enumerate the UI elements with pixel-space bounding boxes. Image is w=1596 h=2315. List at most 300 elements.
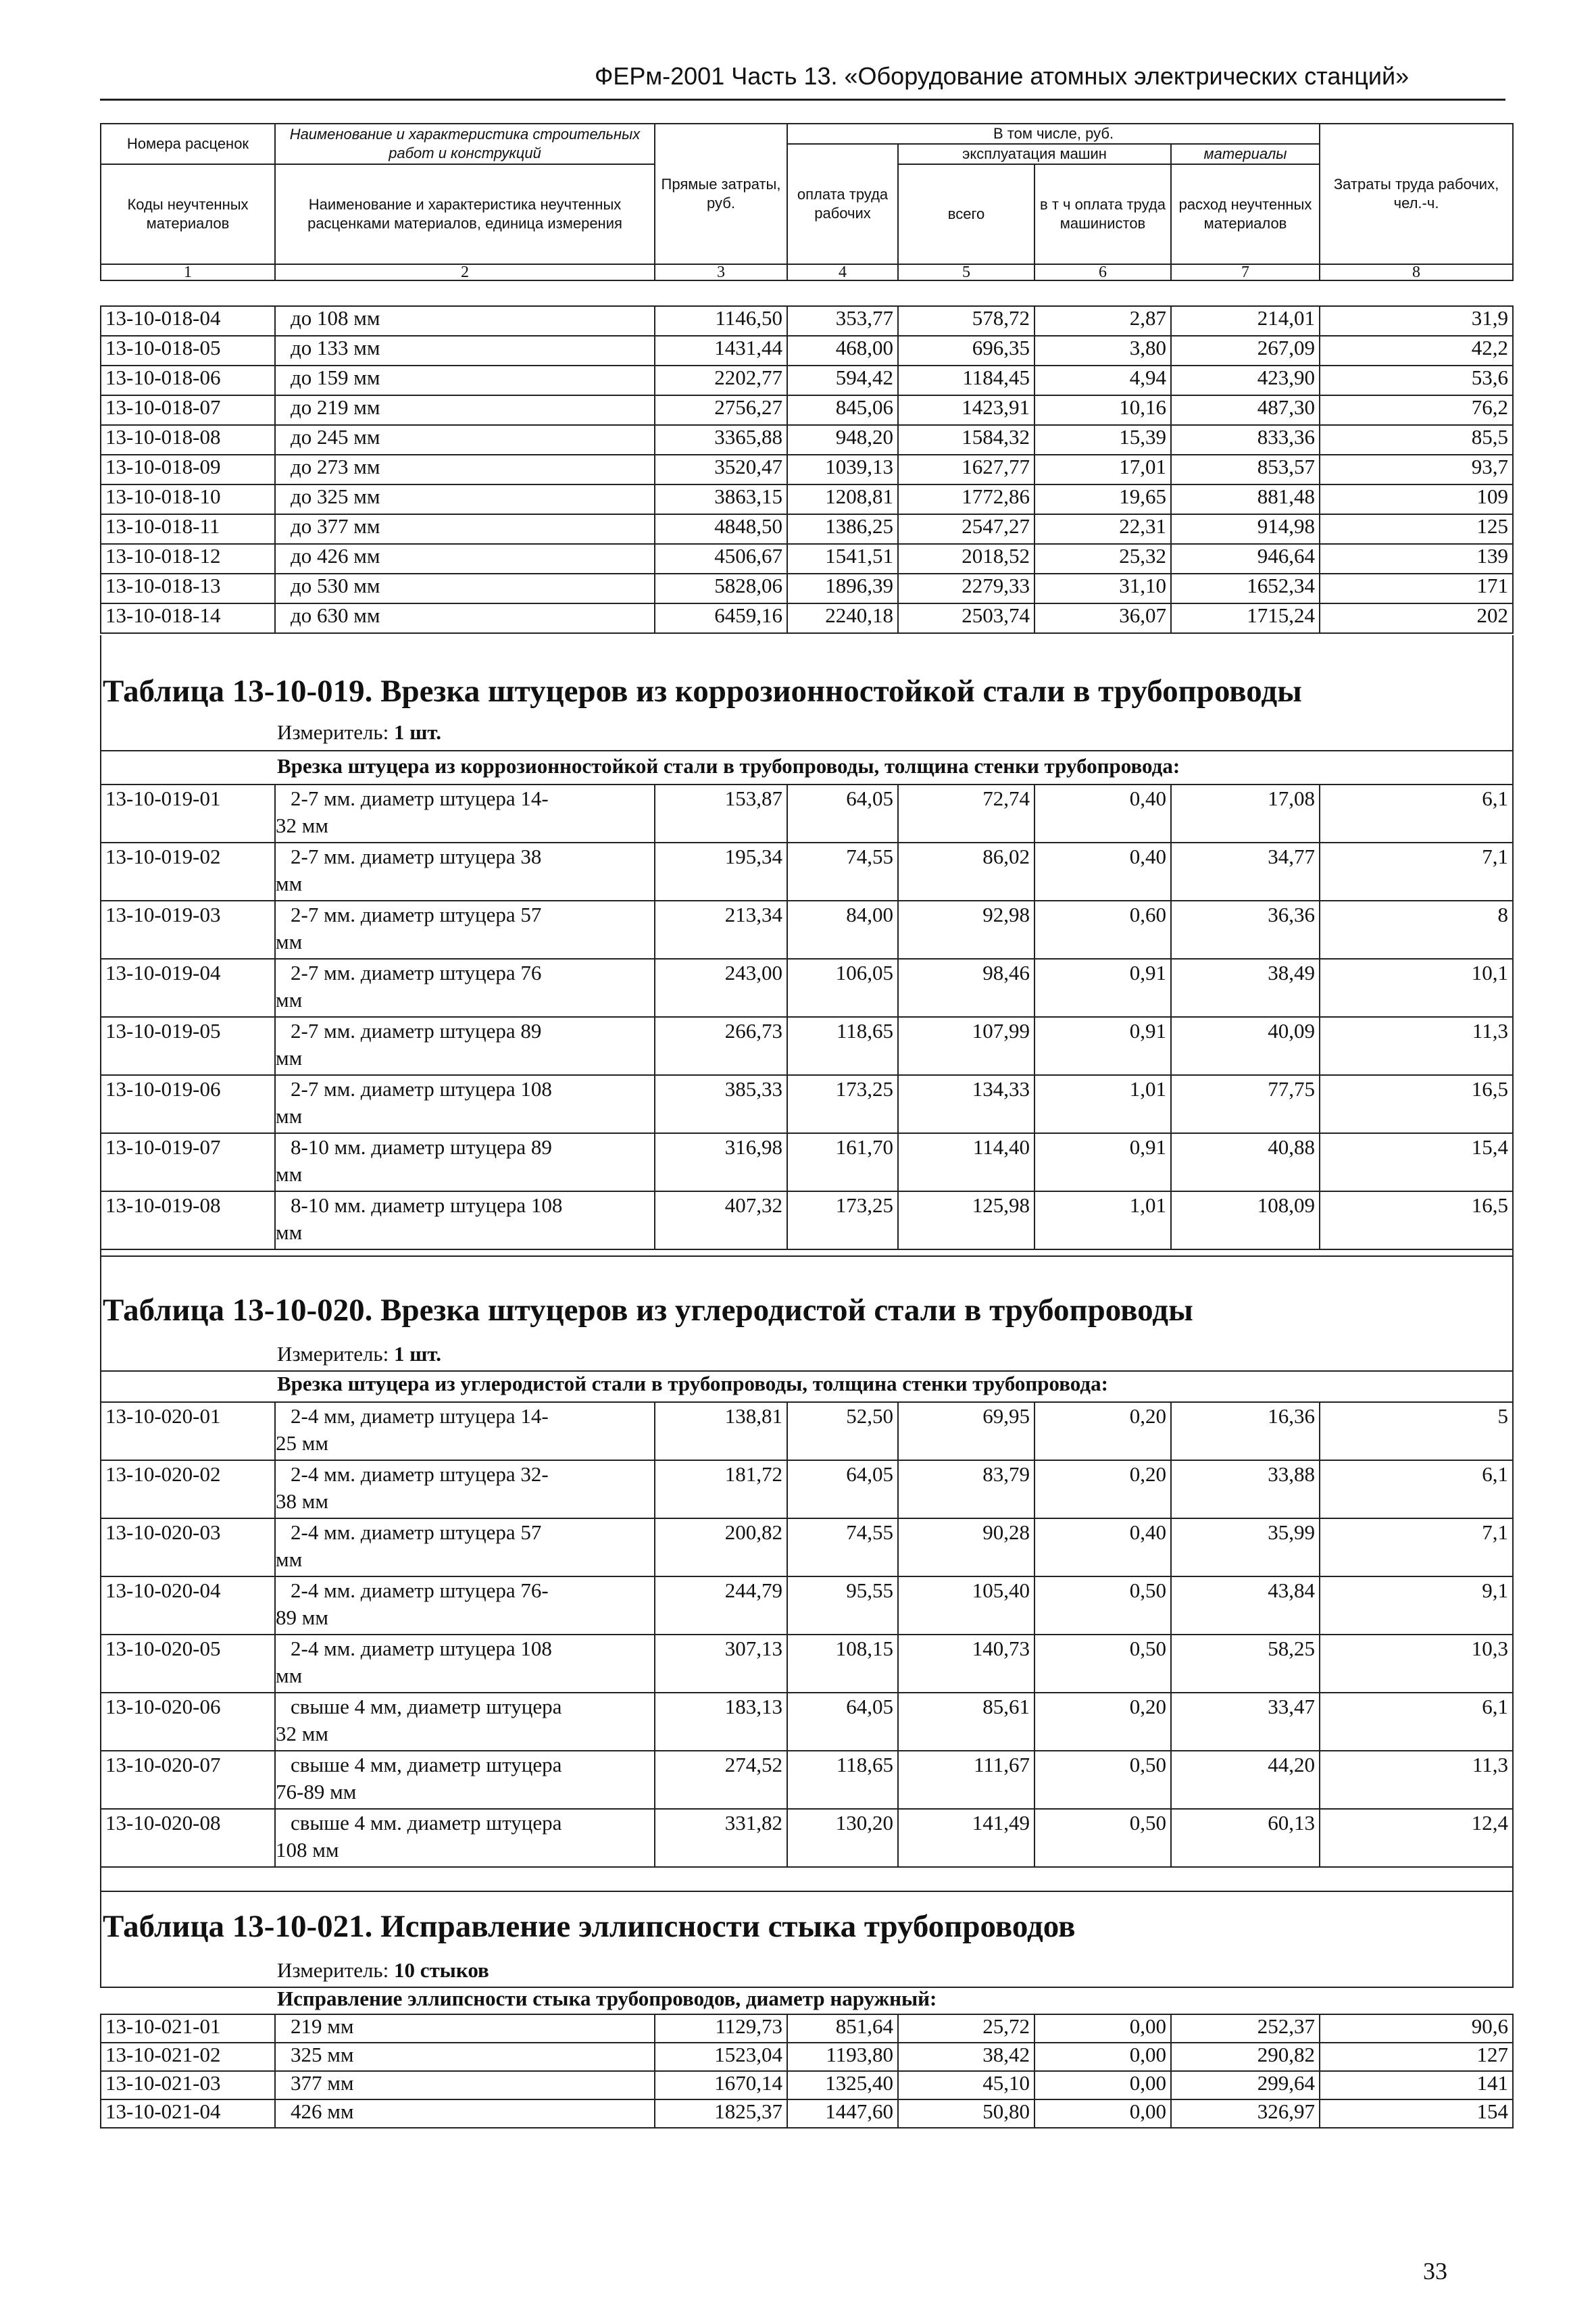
labor-hours: 10,3 [1320, 1635, 1513, 1693]
description-line: 25 мм [276, 1431, 328, 1455]
description-line: 2-7 мм. диаметр штуцера 76 [291, 961, 542, 985]
materials: 299,64 [1171, 2071, 1320, 2099]
description-line: 2-4 мм, диаметр штуцера 14- [291, 1404, 549, 1428]
labor-hours: 31,9 [1320, 306, 1513, 336]
work-description: 377 мм [275, 2071, 655, 2099]
operator-wages: 0,50 [1034, 1809, 1171, 1867]
materials: 40,88 [1171, 1133, 1320, 1191]
table-row [101, 1075, 1513, 1133]
rate-code: 13-10-021-03 [101, 2071, 275, 2099]
header-codes: Коды неучтенных материалов [101, 164, 275, 264]
operator-wages: 10,16 [1034, 395, 1171, 425]
labor-hours: 141 [1320, 2071, 1513, 2099]
direct-costs: 1129,73 [655, 2014, 787, 2043]
header-numbers: Номера расценок [101, 124, 275, 164]
rate-code: 13-10-019-04 [101, 959, 275, 1017]
materials: 881,48 [1171, 484, 1320, 514]
direct-costs: 138,81 [655, 1402, 787, 1460]
machines-total: 1184,45 [898, 366, 1034, 395]
description-line: 2-7 мм. диаметр штуцера 38 [291, 845, 542, 868]
materials: 108,09 [1171, 1191, 1320, 1249]
work-description: до 273 мм [275, 455, 655, 484]
materials: 17,08 [1171, 785, 1320, 843]
table-13-10-020 [100, 1401, 1514, 1868]
description-line: мм [276, 1220, 303, 1244]
rate-code: 13-10-020-04 [101, 1576, 275, 1635]
machines-total: 578,72 [898, 306, 1034, 336]
direct-costs: 3863,15 [655, 484, 787, 514]
header-materials-use: расход неучтенных материалов [1171, 164, 1320, 264]
worker-wages: 1386,25 [787, 514, 898, 544]
table-row [101, 603, 1513, 633]
worker-wages: 130,20 [787, 1809, 898, 1867]
machines-total: 72,74 [898, 785, 1034, 843]
table-019-title: Таблица 13-10-019. Врезка штуцеров из коррозионностойкой стали в трубопроводы [103, 674, 1302, 709]
direct-costs: 181,72 [655, 1460, 787, 1518]
worker-wages: 1193,80 [787, 2043, 898, 2071]
work-description [275, 1576, 655, 1635]
direct-costs: 1670,14 [655, 2071, 787, 2099]
table-row [101, 395, 1513, 425]
table-row [101, 2043, 1513, 2071]
table-019-unit: Измеритель: 1 шт. [277, 720, 442, 744]
work-description [275, 785, 655, 843]
worker-wages: 2240,18 [787, 603, 898, 633]
description-line: 89 мм [276, 1605, 328, 1629]
direct-costs: 2202,77 [655, 366, 787, 395]
labor-hours: 16,5 [1320, 1075, 1513, 1133]
header-materials: материалы [1171, 144, 1320, 164]
rate-code: 13-10-020-06 [101, 1693, 275, 1751]
rate-code: 13-10-021-01 [101, 2014, 275, 2043]
table-row [101, 1402, 1513, 1460]
materials: 36,36 [1171, 901, 1320, 959]
column-number: 1 [101, 264, 275, 280]
labor-hours: 8 [1320, 901, 1513, 959]
worker-wages: 353,77 [787, 306, 898, 336]
operator-wages: 0,00 [1034, 2099, 1171, 2128]
description-line: мм [276, 930, 303, 953]
direct-costs: 385,33 [655, 1075, 787, 1133]
worker-wages: 52,50 [787, 1402, 898, 1460]
work-description: до 530 мм [275, 574, 655, 603]
operator-wages: 25,32 [1034, 544, 1171, 574]
direct-costs: 4848,50 [655, 514, 787, 544]
machines-total: 92,98 [898, 901, 1034, 959]
worker-wages: 845,06 [787, 395, 898, 425]
machines-total: 140,73 [898, 1635, 1034, 1693]
machines-total: 2503,74 [898, 603, 1034, 633]
operator-wages: 19,65 [1034, 484, 1171, 514]
header-name-unaccounted: Наименование и характеристика неучтенных расценками материалов, единица измерения [275, 164, 655, 264]
work-description [275, 843, 655, 901]
worker-wages: 106,05 [787, 959, 898, 1017]
work-description: до 630 мм [275, 603, 655, 633]
operator-wages: 0,20 [1034, 1460, 1171, 1518]
page-number: 33 [1423, 2258, 1447, 2285]
worker-wages: 851,64 [787, 2014, 898, 2043]
labor-hours: 5 [1320, 1402, 1513, 1460]
description-line: 108 мм [276, 1838, 339, 1862]
direct-costs: 331,82 [655, 1809, 787, 1867]
table-row [101, 2099, 1513, 2128]
work-description [275, 1518, 655, 1576]
work-description [275, 1751, 655, 1809]
labor-hours: 53,6 [1320, 366, 1513, 395]
work-description [275, 1402, 655, 1460]
worker-wages: 1541,51 [787, 544, 898, 574]
description-line: 8-10 мм. диаметр штуцера 89 [291, 1135, 552, 1159]
machines-total: 98,46 [898, 959, 1034, 1017]
work-description [275, 901, 655, 959]
rate-code: 13-10-018-05 [101, 336, 275, 366]
labor-hours: 93,7 [1320, 455, 1513, 484]
materials: 214,01 [1171, 306, 1320, 336]
labor-hours: 11,3 [1320, 1017, 1513, 1075]
table-row [101, 785, 1513, 843]
operator-wages: 0,00 [1034, 2071, 1171, 2099]
materials: 833,36 [1171, 425, 1320, 455]
table-row [101, 366, 1513, 395]
direct-costs: 1825,37 [655, 2099, 787, 2128]
column-number: 5 [898, 264, 1034, 280]
work-description: 426 мм [275, 2099, 655, 2128]
machines-total: 50,80 [898, 2099, 1034, 2128]
machines-total: 107,99 [898, 1017, 1034, 1075]
work-description [275, 1693, 655, 1751]
direct-costs: 3365,88 [655, 425, 787, 455]
operator-wages: 31,10 [1034, 574, 1171, 603]
rate-code: 13-10-020-03 [101, 1518, 275, 1576]
operator-wages: 1,01 [1034, 1075, 1171, 1133]
operator-wages: 0,91 [1034, 1017, 1171, 1075]
rate-code: 13-10-020-05 [101, 1635, 275, 1693]
description-line: 8-10 мм. диаметр штуцера 108 [291, 1193, 563, 1217]
rate-code: 13-10-019-02 [101, 843, 275, 901]
materials: 267,09 [1171, 336, 1320, 366]
machines-total: 86,02 [898, 843, 1034, 901]
materials: 33,47 [1171, 1693, 1320, 1751]
rate-code: 13-10-019-05 [101, 1017, 275, 1075]
direct-costs: 153,87 [655, 785, 787, 843]
operator-wages: 22,31 [1034, 514, 1171, 544]
rate-code: 13-10-018-14 [101, 603, 275, 633]
description-line: мм [276, 988, 303, 1012]
machines-total: 1584,32 [898, 425, 1034, 455]
table-row [101, 2071, 1513, 2099]
table-row [101, 959, 1513, 1017]
materials: 60,13 [1171, 1809, 1320, 1867]
worker-wages: 173,25 [787, 1075, 898, 1133]
direct-costs: 316,98 [655, 1133, 787, 1191]
work-description [275, 1460, 655, 1518]
work-description: до 219 мм [275, 395, 655, 425]
machines-total: 90,28 [898, 1518, 1034, 1576]
description-line: 2-4 мм. диаметр штуцера 32- [291, 1462, 549, 1486]
table-row [101, 1191, 1513, 1249]
labor-hours: 125 [1320, 514, 1513, 544]
table-row [101, 1518, 1513, 1576]
header-machines-operators: в т ч оплата труда машинистов [1034, 164, 1171, 264]
header-name: Наименование и характеристика строительных работ и конструкций [275, 124, 655, 164]
column-number: 8 [1320, 264, 1513, 280]
table-021-subhead: Исправление эллипсности стыка трубопроводов, диаметр наружный: [277, 1987, 937, 2010]
operator-wages: 3,80 [1034, 336, 1171, 366]
table-row [101, 514, 1513, 544]
worker-wages: 74,55 [787, 843, 898, 901]
materials: 34,77 [1171, 843, 1320, 901]
direct-costs: 5828,06 [655, 574, 787, 603]
materials: 33,88 [1171, 1460, 1320, 1518]
direct-costs: 183,13 [655, 1693, 787, 1751]
operator-wages: 0,00 [1034, 2014, 1171, 2043]
machines-total: 45,10 [898, 2071, 1034, 2099]
worker-wages: 1447,60 [787, 2099, 898, 2128]
table-row [101, 1751, 1513, 1809]
labor-hours: 171 [1320, 574, 1513, 603]
header-direct-costs: Прямые затраты, руб. [655, 124, 787, 264]
description-line: 2-7 мм. диаметр штуцера 57 [291, 903, 542, 926]
direct-costs: 195,34 [655, 843, 787, 901]
table-row [101, 306, 1513, 336]
machines-total: 696,35 [898, 336, 1034, 366]
labor-hours: 9,1 [1320, 1576, 1513, 1635]
operator-wages: 0,40 [1034, 1518, 1171, 1576]
work-description: до 377 мм [275, 514, 655, 544]
materials: 326,97 [1171, 2099, 1320, 2128]
direct-costs: 213,34 [655, 901, 787, 959]
machines-total: 83,79 [898, 1460, 1034, 1518]
operator-wages: 0,20 [1034, 1693, 1171, 1751]
materials: 1715,24 [1171, 603, 1320, 633]
worker-wages: 1208,81 [787, 484, 898, 514]
table-row [101, 1693, 1513, 1751]
table-row [101, 544, 1513, 574]
work-description: до 325 мм [275, 484, 655, 514]
labor-hours: 15,4 [1320, 1133, 1513, 1191]
operator-wages: 0,50 [1034, 1576, 1171, 1635]
worker-wages: 468,00 [787, 336, 898, 366]
rate-code: 13-10-021-04 [101, 2099, 275, 2128]
labor-hours: 7,1 [1320, 1518, 1513, 1576]
labor-hours: 127 [1320, 2043, 1513, 2071]
direct-costs: 274,52 [655, 1751, 787, 1809]
worker-wages: 64,05 [787, 1693, 898, 1751]
labor-hours: 7,1 [1320, 843, 1513, 901]
worker-wages: 74,55 [787, 1518, 898, 1576]
rate-code: 13-10-018-11 [101, 514, 275, 544]
machines-total: 1627,77 [898, 455, 1034, 484]
materials: 252,37 [1171, 2014, 1320, 2043]
rate-code: 13-10-019-03 [101, 901, 275, 959]
labor-hours: 154 [1320, 2099, 1513, 2128]
rate-code: 13-10-018-08 [101, 425, 275, 455]
description-line: мм [276, 1104, 303, 1128]
rule [100, 750, 1514, 751]
header-wages: оплата труда рабочих [787, 144, 898, 264]
materials: 40,09 [1171, 1017, 1320, 1075]
work-description [275, 1191, 655, 1249]
machines-total: 2018,52 [898, 544, 1034, 574]
rate-code: 13-10-020-02 [101, 1460, 275, 1518]
machines-total: 1423,91 [898, 395, 1034, 425]
operator-wages: 15,39 [1034, 425, 1171, 455]
rate-code: 13-10-019-01 [101, 785, 275, 843]
materials: 44,20 [1171, 1751, 1320, 1809]
rate-code: 13-10-018-04 [101, 306, 275, 336]
description-line: 2-7 мм. диаметр штуцера 89 [291, 1019, 542, 1043]
worker-wages: 161,70 [787, 1133, 898, 1191]
column-number: 7 [1171, 264, 1320, 280]
rate-code: 13-10-018-06 [101, 366, 275, 395]
direct-costs: 307,13 [655, 1635, 787, 1693]
description-line: мм [276, 1162, 303, 1186]
column-header-table [100, 123, 1514, 281]
work-description [275, 1017, 655, 1075]
materials: 423,90 [1171, 366, 1320, 395]
rate-code: 13-10-019-06 [101, 1075, 275, 1133]
direct-costs: 1523,04 [655, 2043, 787, 2071]
operator-wages: 0,40 [1034, 785, 1171, 843]
table-row [101, 574, 1513, 603]
materials: 58,25 [1171, 1635, 1320, 1693]
operator-wages: 4,94 [1034, 366, 1171, 395]
labor-hours: 139 [1320, 544, 1513, 574]
rate-code: 13-10-019-08 [101, 1191, 275, 1249]
materials: 35,99 [1171, 1518, 1320, 1576]
description-line: 76-89 мм [276, 1780, 357, 1803]
work-description [275, 1635, 655, 1693]
labor-hours: 42,2 [1320, 336, 1513, 366]
worker-wages: 118,65 [787, 1751, 898, 1809]
worker-wages: 64,05 [787, 785, 898, 843]
worker-wages: 118,65 [787, 1017, 898, 1075]
machines-total: 111,67 [898, 1751, 1034, 1809]
table-row [101, 484, 1513, 514]
labor-hours: 11,3 [1320, 1751, 1513, 1809]
operator-wages: 0,50 [1034, 1635, 1171, 1693]
worker-wages: 1896,39 [787, 574, 898, 603]
description-line: 32 мм [276, 1722, 328, 1745]
rate-code: 13-10-020-07 [101, 1751, 275, 1809]
table-021-title: Таблица 13-10-021. Исправление эллипсности стыка трубопроводов [103, 1909, 1076, 1944]
description-line: свыше 4 мм. диаметр штуцера [291, 1811, 562, 1835]
machines-total: 38,42 [898, 2043, 1034, 2071]
description-line: 38 мм [276, 1489, 328, 1513]
table-row [101, 455, 1513, 484]
table-row [101, 336, 1513, 366]
direct-costs: 1431,44 [655, 336, 787, 366]
worker-wages: 95,55 [787, 1576, 898, 1635]
operator-wages: 0,00 [1034, 2043, 1171, 2071]
description-line: мм [276, 1664, 303, 1687]
rate-code: 13-10-020-01 [101, 1402, 275, 1460]
work-description: до 133 мм [275, 336, 655, 366]
running-header: ФЕРм-2001 Часть 13. «Оборудование атомных электрических станций» [595, 62, 1410, 90]
work-description: до 245 мм [275, 425, 655, 455]
work-description: до 426 мм [275, 544, 655, 574]
work-description [275, 1075, 655, 1133]
direct-costs: 2756,27 [655, 395, 787, 425]
description-line: 2-4 мм. диаметр штуцера 108 [291, 1637, 552, 1660]
machines-total: 2547,27 [898, 514, 1034, 544]
operator-wages: 0,60 [1034, 901, 1171, 959]
operator-wages: 17,01 [1034, 455, 1171, 484]
rate-code: 13-10-018-12 [101, 544, 275, 574]
labor-hours: 16,5 [1320, 1191, 1513, 1249]
work-description: до 108 мм [275, 306, 655, 336]
machines-total: 2279,33 [898, 574, 1034, 603]
work-description: 219 мм [275, 2014, 655, 2043]
materials: 38,49 [1171, 959, 1320, 1017]
table-row [101, 1017, 1513, 1075]
direct-costs: 3520,47 [655, 455, 787, 484]
machines-total: 141,49 [898, 1809, 1034, 1867]
machines-total: 105,40 [898, 1576, 1034, 1635]
labor-hours: 12,4 [1320, 1809, 1513, 1867]
table-019-subhead: Врезка штуцера из коррозионностойкой стали в трубопроводы, толщина стенки трубопровода: [277, 754, 1180, 778]
materials: 77,75 [1171, 1075, 1320, 1133]
work-description: до 159 мм [275, 366, 655, 395]
table-020-unit: Измеритель: 1 шт. [277, 1342, 442, 1366]
rate-code: 13-10-018-13 [101, 574, 275, 603]
description-line: мм [276, 1547, 303, 1571]
worker-wages: 64,05 [787, 1460, 898, 1518]
description-line: 2-7 мм. диаметр штуцера 108 [291, 1077, 552, 1101]
direct-costs: 407,32 [655, 1191, 787, 1249]
direct-costs: 243,00 [655, 959, 787, 1017]
materials: 853,57 [1171, 455, 1320, 484]
direct-costs: 1146,50 [655, 306, 787, 336]
materials: 487,30 [1171, 395, 1320, 425]
work-description [275, 959, 655, 1017]
work-description: 325 мм [275, 2043, 655, 2071]
machines-total: 1772,86 [898, 484, 1034, 514]
materials: 946,64 [1171, 544, 1320, 574]
table-13-10-021 [100, 2014, 1514, 2129]
operator-wages: 2,87 [1034, 306, 1171, 336]
labor-hours: 10,1 [1320, 959, 1513, 1017]
materials: 914,98 [1171, 514, 1320, 544]
table-row [101, 2014, 1513, 2043]
machines-total: 25,72 [898, 2014, 1034, 2043]
description-line: свыше 4 мм, диаметр штуцера [291, 1753, 562, 1776]
labor-hours: 6,1 [1320, 1693, 1513, 1751]
table-row [101, 1460, 1513, 1518]
operator-wages: 0,50 [1034, 1751, 1171, 1809]
machines-total: 85,61 [898, 1693, 1034, 1751]
labor-hours: 90,6 [1320, 2014, 1513, 2043]
header-rule [100, 99, 1505, 101]
operator-wages: 0,91 [1034, 959, 1171, 1017]
direct-costs: 6459,16 [655, 603, 787, 633]
operator-wages: 36,07 [1034, 603, 1171, 633]
table-13-10-018 [100, 305, 1514, 634]
worker-wages: 173,25 [787, 1191, 898, 1249]
worker-wages: 594,42 [787, 366, 898, 395]
rule [100, 1255, 1514, 1257]
labor-hours: 109 [1320, 484, 1513, 514]
column-number: 6 [1034, 264, 1171, 280]
rate-code: 13-10-021-02 [101, 2043, 275, 2071]
labor-hours: 6,1 [1320, 1460, 1513, 1518]
rate-code: 13-10-019-07 [101, 1133, 275, 1191]
header-including: В том числе, руб. [787, 124, 1320, 144]
materials: 290,82 [1171, 2043, 1320, 2071]
operator-wages: 0,40 [1034, 843, 1171, 901]
operator-wages: 0,20 [1034, 1402, 1171, 1460]
machines-total: 114,40 [898, 1133, 1034, 1191]
